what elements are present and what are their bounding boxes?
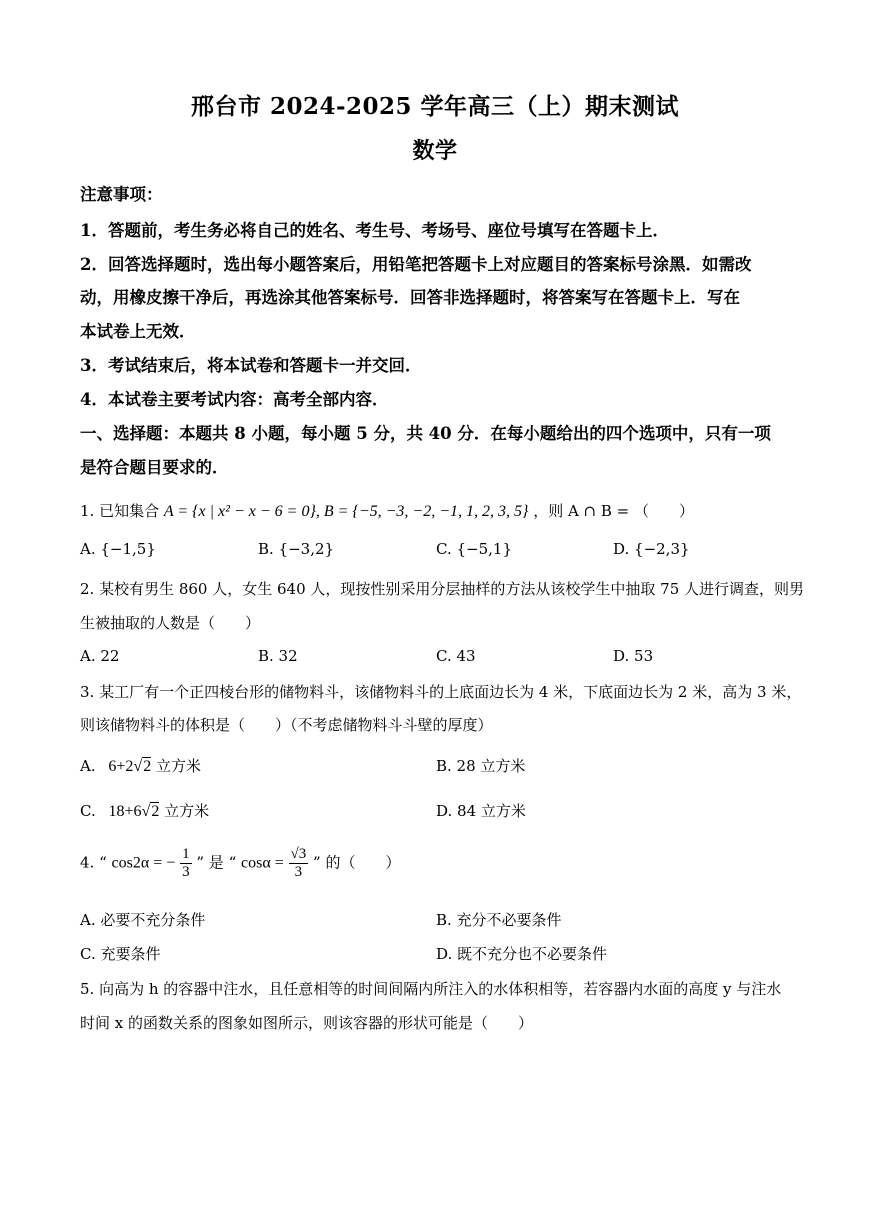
question-3-line-2: 则该储物料斗的体积是（ ）（不考虑储物料斗斗壁的厚度）	[80, 716, 493, 734]
question-2-line-2: 生被抽取的人数是（ ）	[80, 614, 261, 632]
notice-item-2-line-3: 本试卷上无效．	[80, 322, 196, 341]
question-3-option-c	[80, 800, 209, 821]
question-1-option-b: B. {−3,2}	[258, 540, 335, 558]
question-2-option-a: A. 22	[80, 647, 120, 665]
notice-item-2-line-2: 动，用橡皮擦干净后，再选涂其他答案标号．回答非选择题时，将答案写在答题卡上．写在	[80, 288, 740, 307]
question-4-suffix: ” 的（ ）	[313, 853, 401, 872]
question-5-line-1: 5. 向高为 h 的容器中注水，且任意相等的时间间隔内所注入的水体积相等，若容器内水面的高度 y 与注水	[80, 980, 782, 998]
question-3-option-a-radicand: 2	[143, 758, 152, 775]
question-3-option-d: D. 84 立方米	[436, 802, 526, 820]
question-4-option-d: D. 既不充分也不必要条件	[436, 945, 608, 963]
question-4-mid: ” 是 “	[196, 853, 237, 872]
question-4-expr-2: cosα =	[241, 854, 284, 872]
square-root-icon: √	[133, 758, 143, 775]
question-4-fraction-1	[180, 846, 192, 881]
question-2-option-d: D. 53	[613, 647, 654, 665]
question-4-fraction-2	[289, 846, 309, 881]
notice-heading: 注意事项：	[80, 185, 163, 204]
question-4-expr-1: cos2α = −	[111, 854, 176, 872]
question-4-option-b: B. 充分不必要条件	[436, 911, 562, 929]
question-4-prefix: 4. “	[80, 853, 107, 872]
question-3-option-a	[80, 755, 201, 776]
question-1-suffix: ，则 A ∩ B = （ ）	[533, 502, 695, 520]
question-2-option-b: B. 32	[258, 647, 298, 665]
question-3-option-b: B. 28 立方米	[436, 757, 526, 775]
fraction-1-denominator: 3	[182, 864, 190, 880]
fraction-2-numerator: √3	[290, 846, 307, 862]
section-1-heading-line-2: 是符合题目要求的．	[80, 458, 229, 477]
question-1-option-c: C. {−5,1}	[436, 540, 512, 558]
notice-item-2-line-1: 2．回答选择题时，选出每小题答案后，用铅笔把答题卡上对应题目的答案标号涂黑．如需改	[80, 255, 752, 274]
question-1	[80, 500, 694, 521]
fraction-1-numerator: 1	[182, 846, 190, 862]
subject-title: 数学	[412, 138, 458, 164]
question-3-option-c-label: C.	[80, 802, 96, 820]
question-2-line-1: 2. 某校有男生 860 人，女生 640 人，现按性别采用分层抽样的方法从该校学生中抽取 75 人进行调查，则男	[80, 580, 805, 598]
question-4	[80, 846, 400, 881]
question-3-option-a-unit: 立方米	[155, 757, 201, 775]
question-1-sets: A = {x | x² − x − 6 = 0}, B = {−5, −3, −2, −1, 1, 2, 3, 5}	[163, 503, 529, 520]
question-5-line-2: 时间 x 的函数关系的图象如图所示，则该容器的形状可能是（ ）	[80, 1014, 533, 1032]
question-3-option-c-unit: 立方米	[164, 802, 210, 820]
question-3-option-c-expr: 18+6	[108, 803, 142, 820]
notice-item-4: 4．本试卷主要考试内容：高考全部内容．	[80, 390, 389, 409]
notice-item-3: 3．考试结束后，将本试卷和答题卡一并交回．	[80, 356, 422, 375]
fraction-2-denominator: 3	[294, 864, 303, 880]
question-2-option-c: C. 43	[436, 647, 476, 665]
question-1-prefix: 1. 已知集合	[80, 502, 160, 520]
exam-title: 邢台市 2024-2025 学年高三（上）期末测试	[190, 93, 680, 120]
square-root-icon: √	[141, 803, 151, 820]
question-4-option-c: C. 充要条件	[80, 945, 161, 963]
question-3-option-a-expr: 6+2	[108, 758, 134, 775]
question-3-option-c-radicand: 2	[151, 803, 160, 820]
question-1-option-d: D. {−2,3}	[613, 540, 690, 558]
question-4-option-a: A. 必要不充分条件	[80, 911, 206, 929]
notice-item-1: 1．答题前，考生务必将自己的姓名、考生号、考场号、座位号填写在答题卡上．	[80, 221, 669, 240]
question-3-option-a-label: A.	[80, 757, 96, 775]
section-1-heading-line-1: 一、选择题：本题共 8 小题，每小题 5 分，共 40 分．在每小题给出的四个选项中，只有一项	[80, 424, 771, 443]
question-3-line-1: 3. 某工厂有一个正四棱台形的储物料斗，该储物料斗的上底面边长为 4 米，下底面边长为 2 米，高为 3 米，	[80, 683, 802, 701]
question-1-option-a: A. {−1,5}	[80, 540, 156, 558]
